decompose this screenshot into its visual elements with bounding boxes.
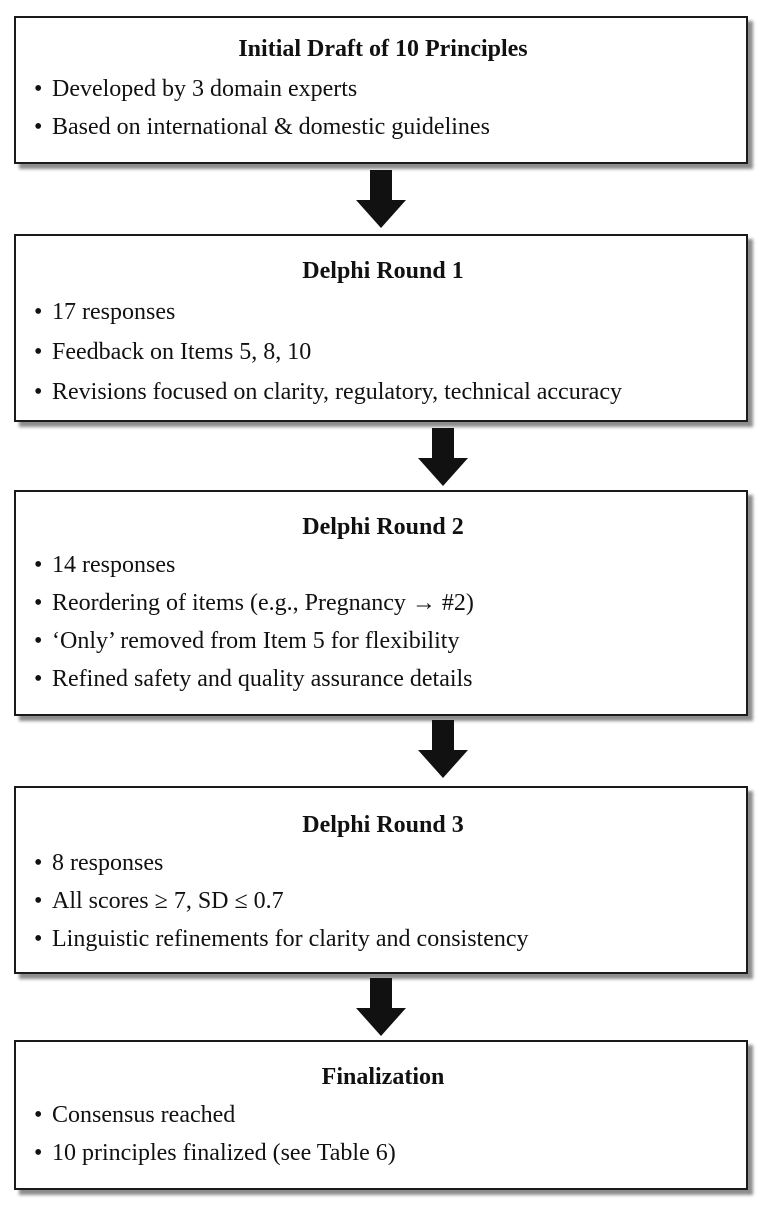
box-delphi-round-3-list [34,844,732,958]
arrow-down-icon [418,428,468,488]
list-item: • 17 responses [34,292,732,332]
list-item: • Developed by 3 domain experts [34,70,732,108]
box-initial-draft [14,16,748,164]
list-item: • Linguistic refinements for clarity and consistency [34,920,732,958]
list-item: • Based on international & domestic guidelines [34,108,732,146]
box-delphi-round-3-title: Delphi Round 3 [302,812,464,838]
box-finalization-title: Finalization [321,1064,445,1090]
box-delphi-round-1-list [34,292,732,412]
box-initial-draft-title: Initial Draft of 10 Principles [238,36,528,62]
box-finalization-list [34,1096,732,1172]
list-item: • 14 responses [34,546,732,584]
list-item: • ‘Only’ removed from Item 5 for flexibility [34,622,732,660]
box-finalization [14,1040,748,1190]
list-item: • 8 responses [34,844,732,882]
box-delphi-round-3 [14,786,748,974]
list-item: • Revisions focused on clarity, regulatory, technical accuracy [34,372,732,412]
box-initial-draft-list [34,70,732,146]
arrow-down-icon [356,170,406,230]
list-item: • 10 principles finalized (see Table 6) [34,1134,732,1172]
box-delphi-round-2 [14,490,748,716]
list-item: • All scores ≥ 7, SD ≤ 0.7 [34,882,732,920]
list-item: • Reordering of items (e.g., Pregnancy → #2) [34,584,732,622]
list-item: • Refined safety and quality assurance details [34,660,732,698]
arrow-down-icon [356,978,406,1038]
list-item: • Consensus reached [34,1096,732,1134]
list-item: • Feedback on Items 5, 8, 10 [34,332,732,372]
box-delphi-round-2-list [34,546,732,698]
box-delphi-round-1-title: Delphi Round 1 [302,258,464,284]
box-delphi-round-2-title: Delphi Round 2 [302,514,464,540]
box-delphi-round-1 [14,234,748,422]
arrow-down-icon [418,720,468,780]
